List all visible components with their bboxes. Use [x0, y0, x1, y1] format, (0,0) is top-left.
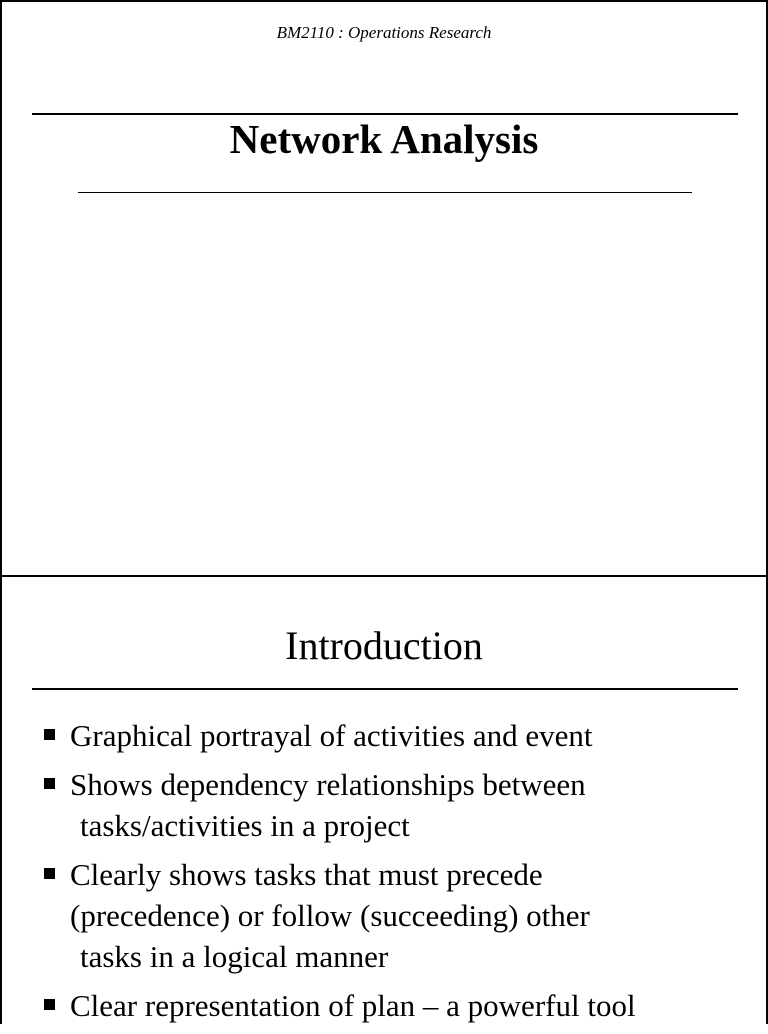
- slide-introduction: [0, 575, 768, 1024]
- bullet-line: (precedence) or follow (succeeding) other: [70, 898, 590, 933]
- square-bullet-icon: [44, 778, 55, 789]
- introduction-rule: [32, 688, 738, 690]
- square-bullet-icon: [44, 868, 55, 879]
- bullet-line: tasks/activities in a project: [80, 808, 410, 843]
- bullet-line: Shows dependency relationships between: [70, 767, 586, 802]
- title-rule-bottom: [78, 192, 692, 193]
- bullet-list: [42, 715, 742, 1034]
- bullet-line: Graphical portrayal of activities and event: [70, 718, 593, 753]
- slide-title-heading: Network Analysis: [229, 116, 539, 162]
- bullet-line: tasks in a logical manner: [80, 939, 389, 974]
- bullet-item: [42, 854, 742, 977]
- square-bullet-icon: [44, 729, 55, 740]
- introduction-heading: Introduction: [285, 623, 483, 668]
- course-header: BM2110 : Operations Research: [276, 23, 492, 42]
- bullet-item: [42, 985, 742, 1026]
- bullet-item: [42, 715, 742, 756]
- bullet-line: Clearly shows tasks that must precede: [70, 857, 543, 892]
- bullet-line: Clear representation of plan – a powerful tool: [70, 988, 636, 1023]
- bullet-item: [42, 764, 742, 846]
- square-bullet-icon: [44, 999, 55, 1010]
